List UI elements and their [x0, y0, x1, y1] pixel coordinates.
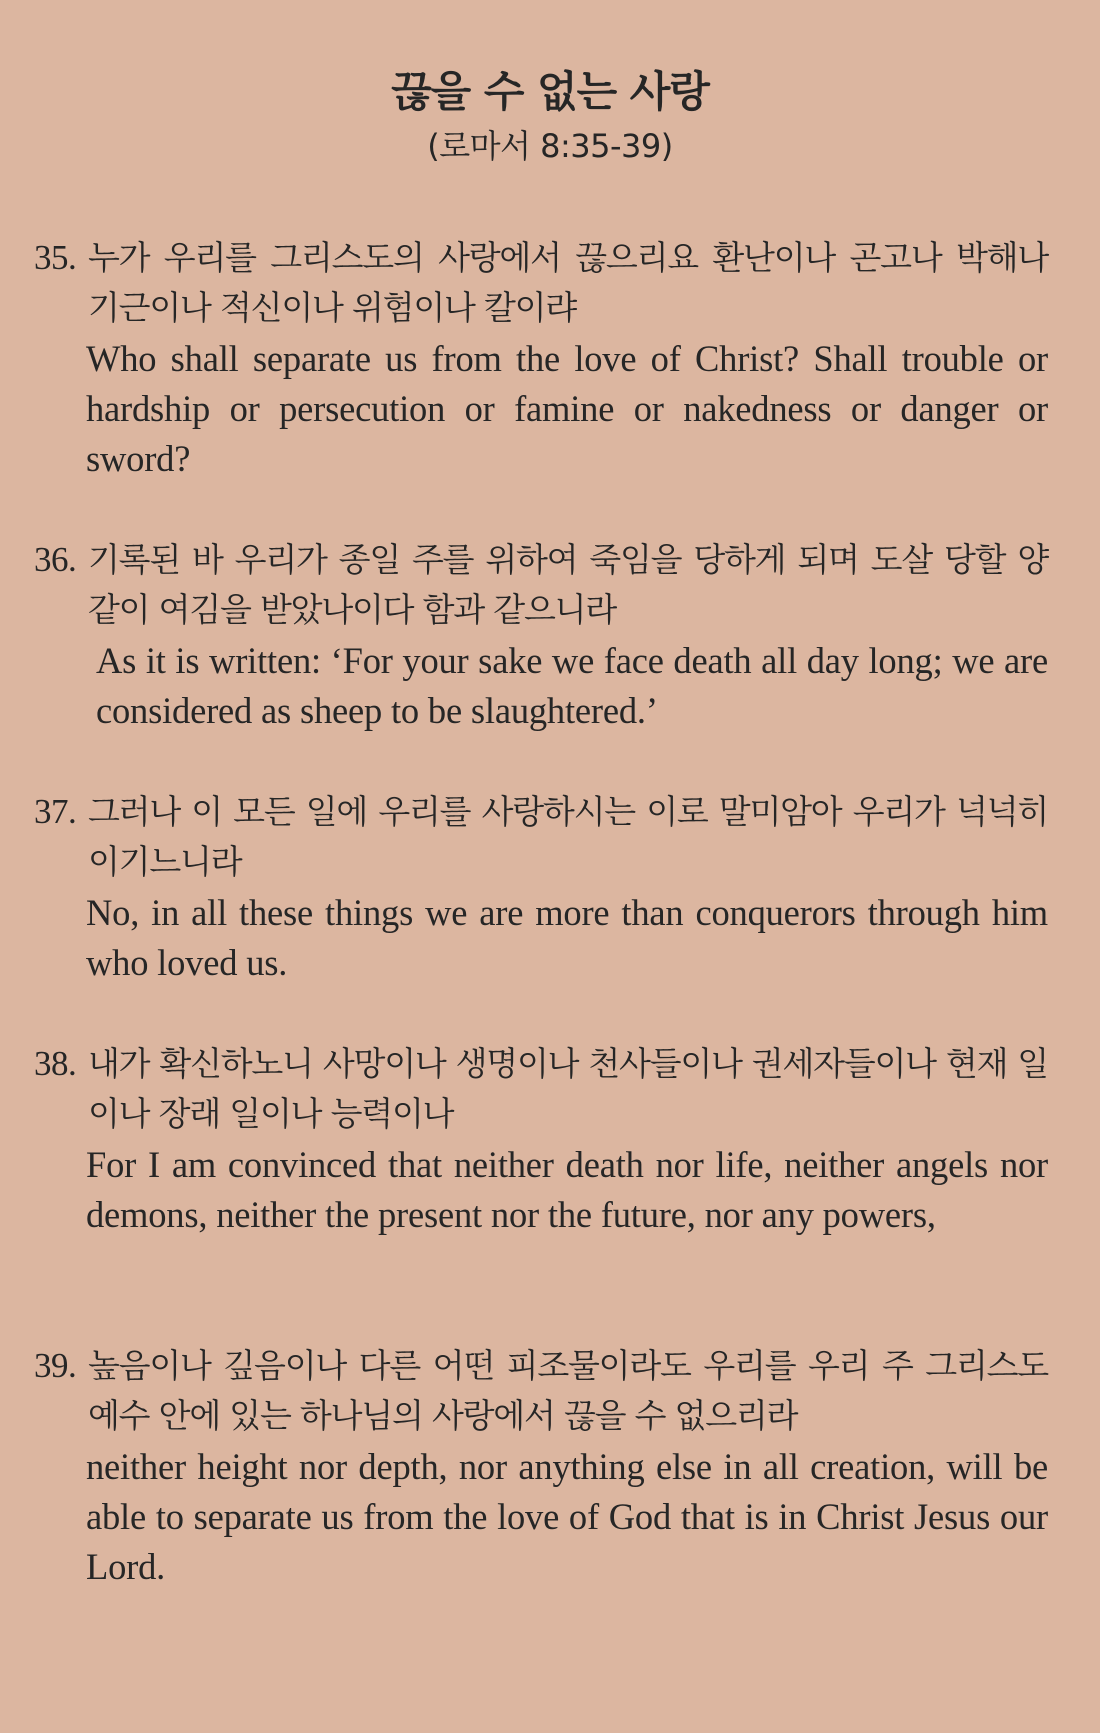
verse-39 [34, 1341, 1048, 1592]
verse-korean-line: 내가 확신하노니 사망이나 생명이나 천사들이나 권세자들이나 현재 일이나 장래 일이나 능력이나 [88, 1044, 1048, 1133]
verse-korean-line: 높음이나 깊음이나 다른 어떤 피조물이라도 우리를 우리 주 그리스도 예수 안에 있는 하나님의 사랑에서 끊을 수 없으리라 [88, 1346, 1048, 1435]
verse-korean-text [34, 535, 1048, 635]
verse-35 [34, 233, 1048, 484]
page-title: 끊을 수 없는 사랑 [391, 67, 709, 116]
verse-english-text: For I am convinced that neither death nor life, neither angels nor demons, neither the present nor the future, nor any powers, [86, 1144, 1048, 1235]
verse-english-text: As it is written: ‘For your sake we face death all day long; we are considered as sheep to be slaughtered.’ [96, 640, 1048, 731]
verse-korean-line: 누가 우리를 그리스도의 사랑에서 끊으리요 환난이나 곤고나 박해나 기근이나 적신이나 위험이나 칼이랴 [88, 238, 1048, 327]
verse-38 [34, 1039, 1048, 1240]
verse-number: 38. [34, 1044, 77, 1083]
verse-korean-line: 그러나 이 모든 일에 우리를 사랑하시는 이로 말미암아 우리가 넉넉히 이기느니라 [88, 792, 1048, 881]
verse-english-text: neither height nor depth, nor anything else in all creation, will be able to separate us from the love of God that is in Christ Jesus our Lord. [86, 1446, 1048, 1587]
verse-korean-text [34, 233, 1048, 333]
verse-37 [34, 787, 1048, 988]
verse-english-text: No, in all these things we are more than conquerors through him who loved us. [86, 892, 1048, 983]
verse-english-text: Who shall separate us from the love of Christ? Shall trouble or hardship or persecution or famine or nakedness or danger or sword? [86, 338, 1048, 479]
verse-number: 36. [34, 540, 77, 579]
verse-korean-text [34, 1341, 1048, 1441]
scripture-reference: (로마서 8:35-39) [427, 127, 673, 165]
verse-number: 37. [34, 792, 77, 831]
verse-korean-line: 기록된 바 우리가 종일 주를 위하여 죽임을 당하게 되며 도살 당할 양 같이 여김을 받았나이다 함과 같으니라 [88, 540, 1048, 629]
verse-korean-text [34, 787, 1048, 887]
verse-36 [34, 535, 1048, 736]
verse-korean-text [34, 1039, 1048, 1139]
verse-number: 35. [34, 238, 77, 277]
verse-number: 39. [34, 1346, 77, 1385]
